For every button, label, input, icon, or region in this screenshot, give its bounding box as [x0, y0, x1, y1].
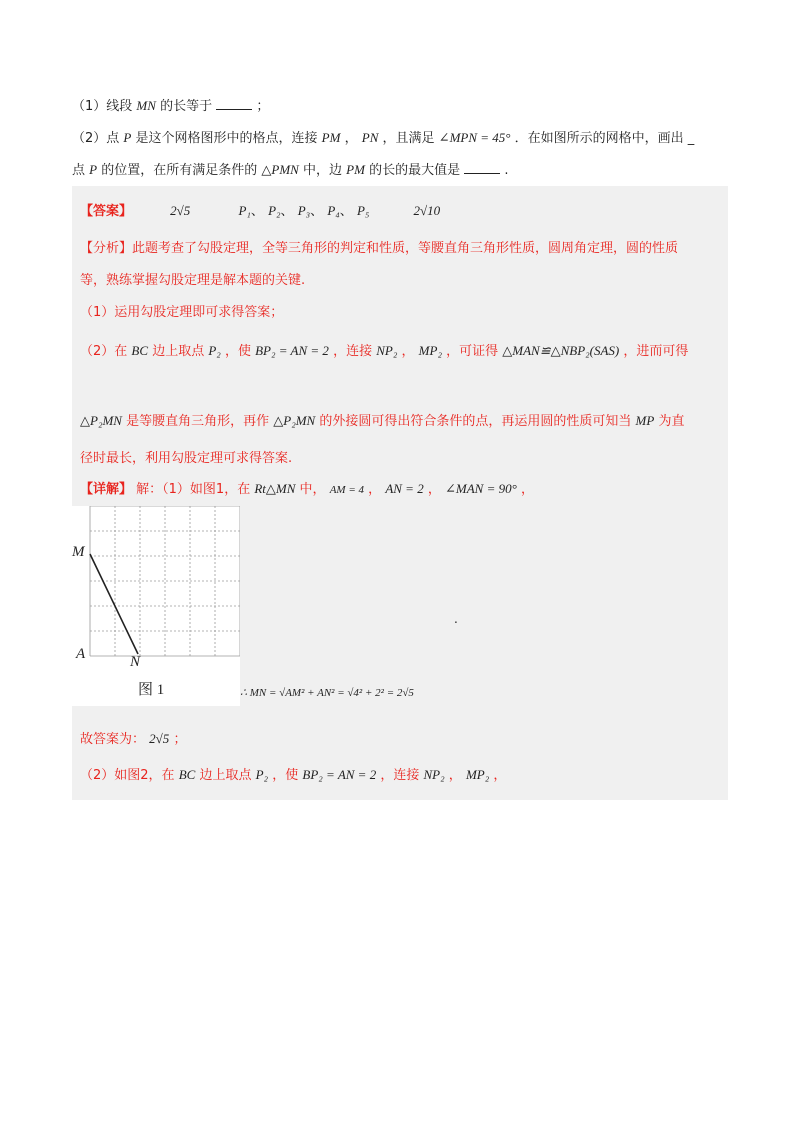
analysis-line-5: [80, 410, 684, 433]
grid-lines: [90, 506, 240, 656]
math-pm: PM: [321, 130, 341, 145]
answer-label: 【答案】: [80, 204, 133, 219]
math-mn: MN: [136, 98, 156, 113]
answer-result-line: [80, 728, 186, 751]
mn-formula: ∴ MN = √AM² + AN² = √4² + 2² = 2√5: [240, 687, 414, 699]
math-am: AM = 4: [329, 484, 365, 496]
math-p: P: [89, 162, 98, 177]
text: 中，: [299, 482, 326, 497]
label-n: N: [130, 654, 141, 670]
analysis-line-1: [80, 238, 678, 260]
text: ，连接: [380, 768, 420, 783]
math-mp2: MP₂: [418, 343, 442, 358]
part2-detail-line: [80, 764, 506, 787]
text: 解：（1）如图1，在: [136, 482, 251, 497]
answer-blank: [464, 161, 500, 174]
text: 中，边: [303, 163, 343, 178]
math-p: P: [123, 130, 132, 145]
math-p2: P₂: [208, 343, 221, 358]
text: .: [504, 163, 509, 178]
label-a: A: [76, 646, 86, 662]
text: 的外接圆可得出符合条件的点，再运用圆的性质可知当: [319, 414, 632, 429]
math-p2: P₂: [255, 767, 269, 782]
text: ，: [427, 482, 441, 497]
text: ，可证得: [446, 344, 499, 359]
answer-value-2: 2√10: [413, 203, 441, 218]
text: 故答案为：: [80, 732, 146, 747]
text: 的长的最大值是: [369, 163, 461, 178]
math-equation: BP₂ = AN = 2: [302, 767, 377, 782]
math-triangle: △P₂MN: [273, 413, 316, 428]
text: （2）在: [80, 344, 128, 359]
separator: 、: [280, 204, 294, 219]
text: 为直: [658, 414, 685, 429]
formula-line: [240, 682, 414, 704]
analysis-line-4: [80, 340, 688, 363]
grid-diagram: [72, 506, 240, 706]
math-equation: BP₂ = AN = 2: [255, 343, 329, 358]
text: 等，熟练掌握勾股定理是解本题的关键.: [80, 273, 306, 288]
math-pn: PN: [361, 130, 379, 145]
math-triangle: △PMN: [261, 162, 299, 177]
segment-mn: [90, 554, 138, 654]
math-bc: BC: [178, 767, 196, 782]
text: ，: [401, 344, 415, 359]
detail-label: 【详解】: [80, 482, 133, 497]
analysis-line-2: [80, 270, 305, 292]
text: ；: [256, 99, 270, 114]
math-answer: 2√5: [149, 731, 170, 746]
point-p1: P₁: [238, 203, 251, 218]
question-part1: [72, 96, 269, 117]
text: ，使: [272, 768, 299, 783]
text: 【分析】此题考查了勾股定理，全等三角形的判定和性质，等腰直角三角形性质，圆周角定理，圆的性质: [80, 241, 679, 256]
text: ，连接: [333, 344, 373, 359]
text: ，: [493, 768, 507, 783]
text: （2）如图2，在: [80, 768, 175, 783]
text: ，进而可得: [623, 344, 689, 359]
text: 边上取点: [152, 344, 205, 359]
math-np2: NP₂: [423, 767, 445, 782]
answer-blank: [216, 97, 252, 110]
math-triangle: △P₂MN: [80, 413, 122, 428]
answer-line: [80, 200, 440, 223]
point-p2: P₂: [268, 203, 281, 218]
text: 的位置，在所有满足条件的: [101, 163, 258, 178]
text: （2）点: [72, 131, 120, 146]
math-angle: ∠MPN = 45°: [438, 130, 511, 145]
text: ，使: [224, 344, 251, 359]
label-m: M: [72, 544, 85, 560]
math-mp2: MP₂: [465, 767, 490, 782]
detail-line: [80, 478, 534, 501]
point-p3: P₃: [297, 203, 311, 218]
point-p5: P₅: [356, 203, 370, 218]
math-congruence: △MAN≌△NBP₂(SAS): [502, 343, 620, 358]
text: （1）运用勾股定理即可求得答案；: [80, 305, 284, 320]
figure-caption: 图 1: [138, 682, 165, 698]
math-bc: BC: [131, 343, 149, 358]
text: 径时最长，利用勾股定理可求得答案.: [80, 451, 293, 466]
answer-value-1: 2√5: [170, 203, 191, 218]
solution-panel: [72, 186, 728, 800]
math-pm: PM: [346, 162, 365, 177]
question-part2-line2: [72, 160, 509, 181]
text: ，且满足: [382, 131, 435, 146]
text: ．在如图所示的网格中，画出: [514, 131, 684, 146]
text: 是等腰直角三角形，再作: [126, 414, 270, 429]
math-right-triangle: Rt△MN: [254, 481, 296, 496]
text: ，: [344, 131, 358, 146]
text: 边上取点: [199, 768, 252, 783]
math-np2: NP₂: [376, 343, 398, 358]
math-angle: ∠MAN = 90°: [445, 481, 517, 496]
text: ，: [448, 768, 462, 783]
point-p4: P₄: [327, 203, 340, 218]
figure-1: [72, 506, 240, 706]
stray-dot: .: [454, 612, 458, 626]
text: ；: [173, 732, 187, 747]
text: 是这个网格图形中的格点，连接: [135, 131, 318, 146]
text: _: [687, 131, 695, 146]
text: ，: [368, 482, 382, 497]
math-an: AN = 2: [385, 481, 424, 496]
text: 的长等于: [160, 99, 213, 114]
question-part2-line1: [72, 128, 694, 149]
analysis-line-6: [80, 448, 292, 470]
text: （1）线段: [72, 99, 133, 114]
math-mp: MP: [635, 413, 655, 428]
text: 点: [72, 163, 86, 178]
separator: 、: [339, 204, 353, 219]
text: ，: [520, 482, 534, 497]
separator: 、: [310, 204, 324, 219]
separator: 、: [250, 204, 264, 219]
analysis-line-3: [80, 302, 283, 324]
